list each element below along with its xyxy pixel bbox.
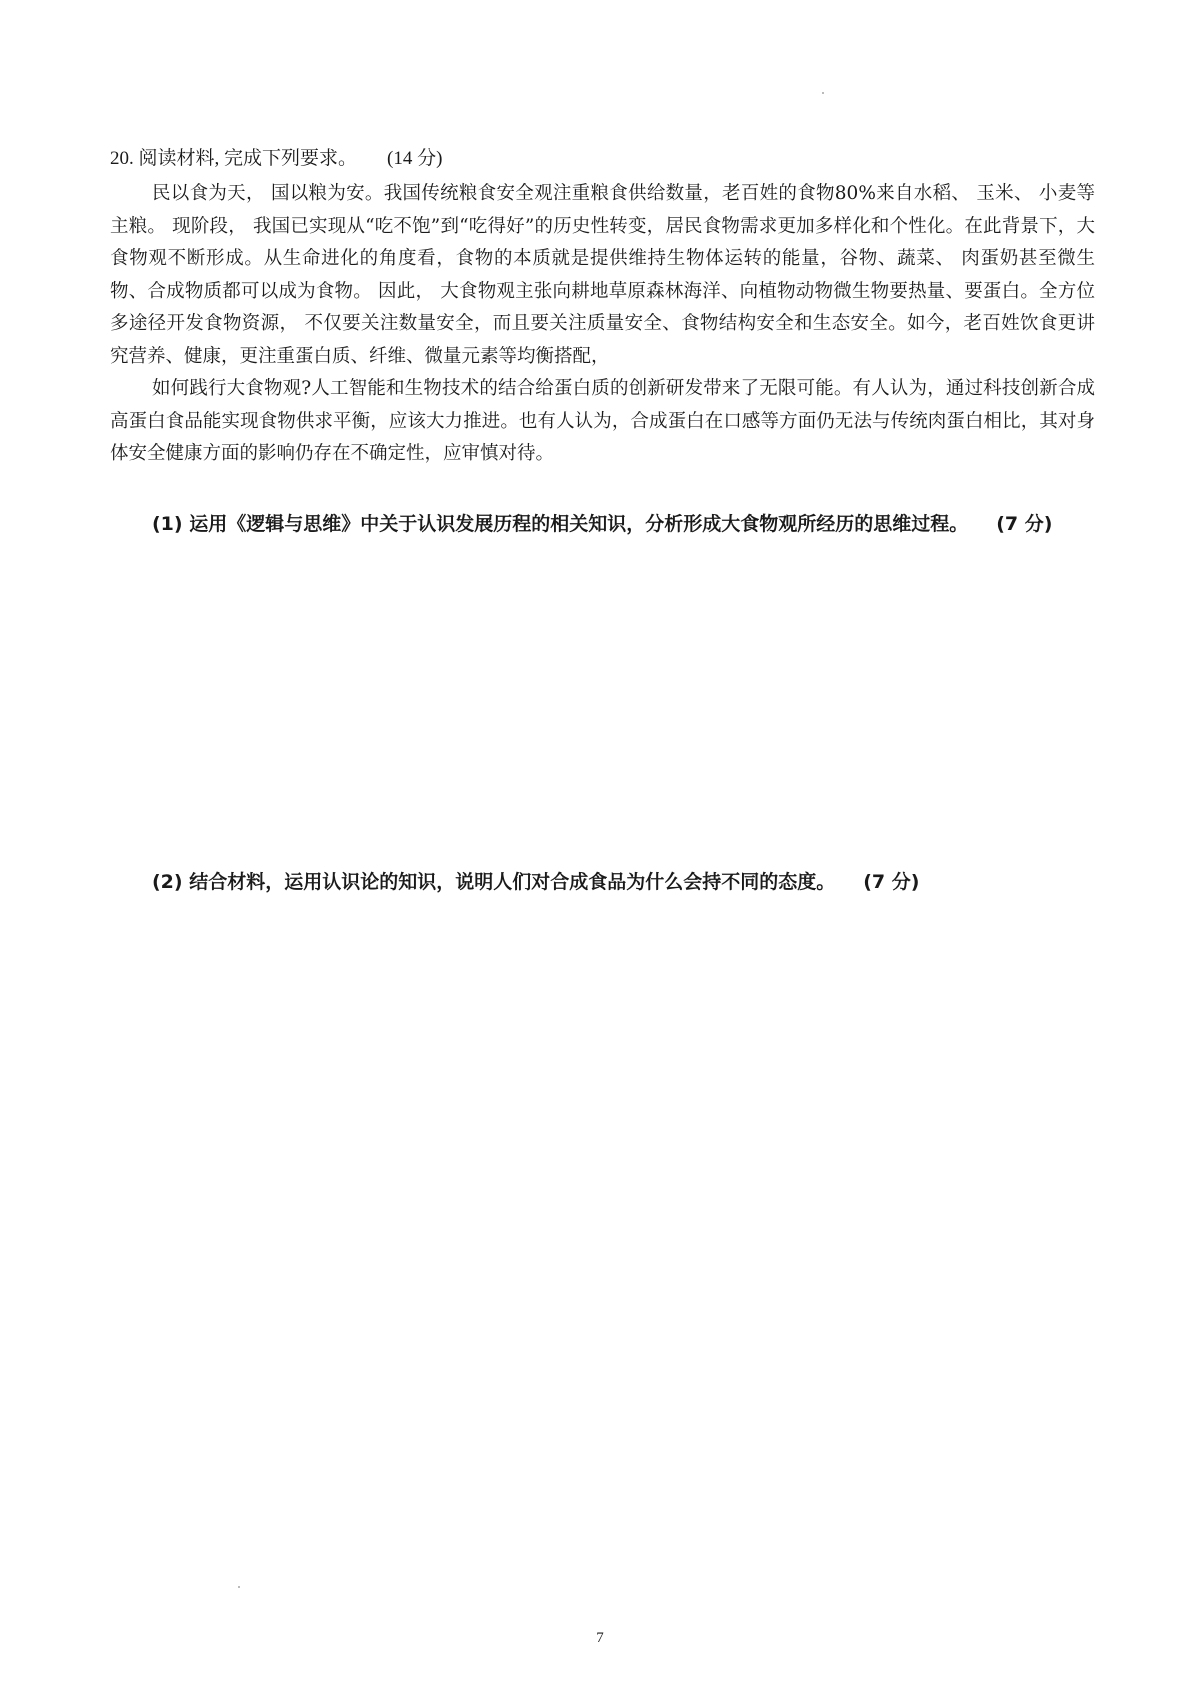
sub-question-1 <box>110 508 1100 541</box>
material-paragraph: 如何践行大食物观?人工智能和生物技术的结合给蛋白质的创新研发带来了无限可能。有人认为，通过科技创新合成高蛋白食品能实现食物供求平衡，应该大力推进。也有人认为，合成蛋白在口感等方面仍无法与传统肉蛋白相比，其对身体安全健康方面的影响仍存在不确定性，应审慎对待。 <box>110 378 1095 464</box>
question-title-text: 20. 阅读材料, 完成下列要求。 <box>110 148 358 169</box>
reading-material <box>110 178 1095 471</box>
sub-question-1-points: (7 分) <box>996 513 1053 535</box>
scan-speck <box>822 92 824 94</box>
question-title <box>110 147 442 171</box>
sub-question-1-text: (1) 运用《逻辑与思维》中关于认识发展历程的相关知识，分析形成大食物观所经历的思维过程。 <box>152 513 969 535</box>
sub-question-2-points: (7 分) <box>863 871 920 893</box>
question-points: (14 分) <box>387 148 443 169</box>
scan-speck <box>238 1586 240 1588</box>
sub-question-2-text: (2) 结合材料，运用认识论的知识，说明人们对合成食品为什么会持不同的态度。 <box>152 871 836 893</box>
sub-question-2 <box>152 866 919 899</box>
material-paragraph: 民以食为天， 国以粮为安。我国传统粮食安全观注重粮食供给数量，老百姓的食物80%来自水稻、 玉米、 小麦等主粮。 现阶段， 我国已实现从“吃不饱”到“吃得好”的历史性转变，居民食物需求更加多样化和个性化。在此背景下，大食物观不断形成。从生命进化的角度看，食物的本质就是提供维持生物体运转的能量，谷物、蔬菜、 肉蛋奶甚至微生物、合成物质都可以成为食物。 因此， 大食物观主张向耕地草原森林海洋、向植物动物微生物要热量、要蛋白。全方位多途径开发食物资源， 不仅要关注数量安全，而且要关注质量安全、食物结构安全和生态安全。如今，老百姓饮食更讲究营养、健康，更注重蛋白质、纤维、微量元素等均衡搭配， <box>110 183 1095 367</box>
page-number: 7 <box>596 1630 604 1646</box>
